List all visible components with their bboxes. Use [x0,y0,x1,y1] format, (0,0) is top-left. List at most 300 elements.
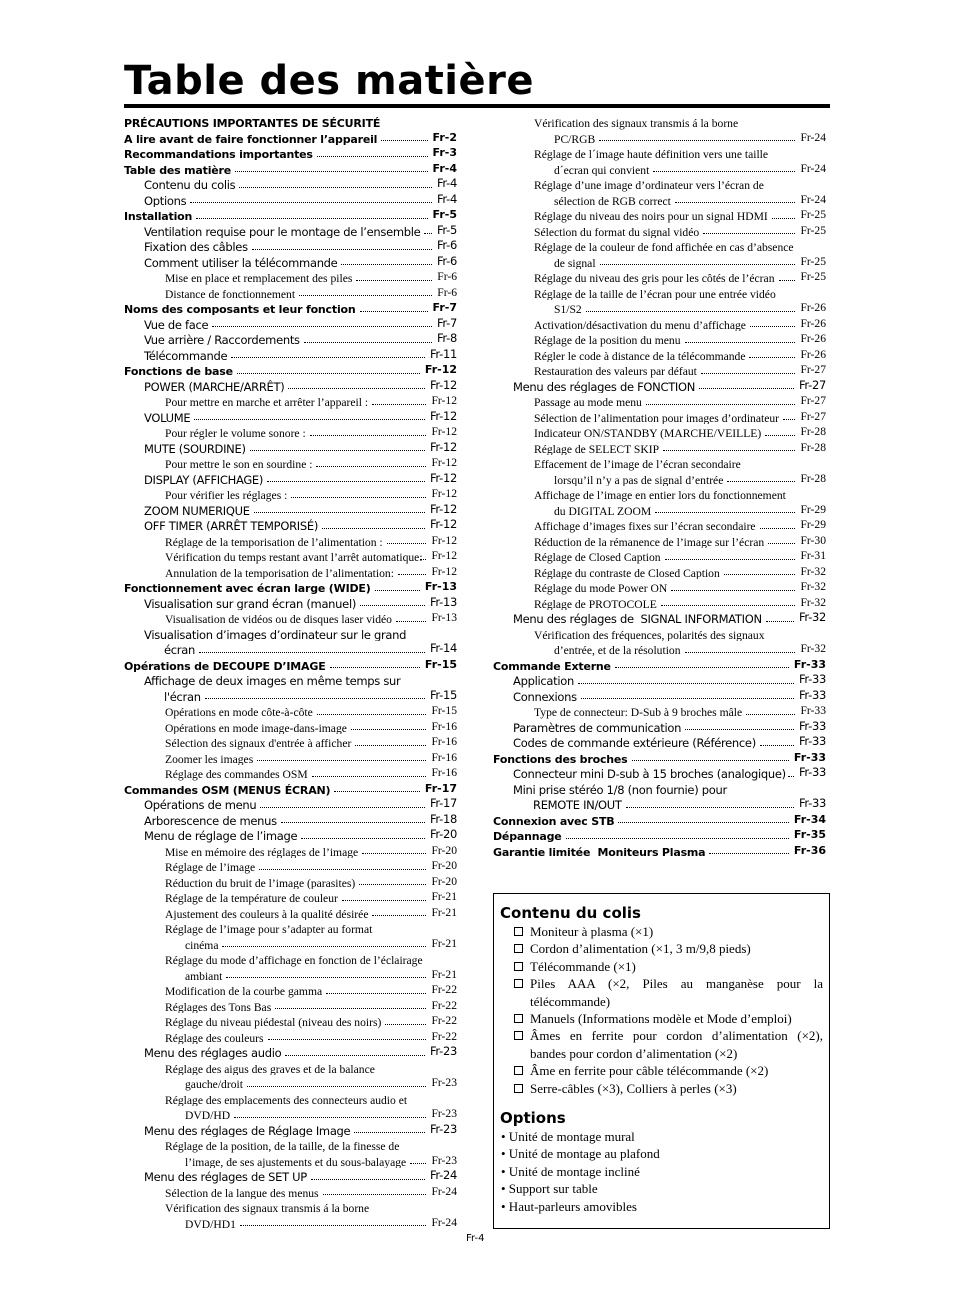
toc-entry-page: Fr-15 [422,657,457,673]
toc-entry [493,424,826,440]
toc-entry-label: de signal [554,256,596,269]
toc-entry-page: Fr-33 [797,703,826,719]
toc-entry-label: Sélection du format du signal vidéo [534,225,700,238]
toc-entry-page: Fr-29 [797,502,826,518]
toc-entry [493,285,826,301]
toc-entry-page: Fr-35 [791,827,826,843]
toc-entry-page: Fr-17 [427,796,457,812]
toc-entry-label: Ajustement des couleurs à la qualité désirée [165,907,369,920]
toc-entry [124,889,457,905]
toc-entry-label: Réglage de l’image [165,861,256,874]
toc-entry [124,734,457,750]
toc-entry-page: Fr-6 [434,254,457,270]
toc-entry [124,750,457,766]
toc-entry-label: gauche/droit [185,1078,243,1091]
toc-entry [124,1044,457,1060]
toc-entry [124,1013,457,1029]
toc-entry [493,843,826,859]
toc-entry [493,812,826,828]
toc-entry [124,595,457,611]
toc-entry-label: sélection de RGB correct [554,194,671,207]
toc-entry [493,672,826,688]
contents-item [500,923,823,940]
toc-entry-page: Fr-22 [428,1029,457,1045]
toc-entry-page: Fr-33 [791,657,826,673]
toc-entry-page: Fr-12 [422,362,457,378]
toc-entry-label: Passage au mode menu [534,396,642,409]
toc-entry [493,393,826,409]
toc-entry-label: Réglage de la température de couleur [165,892,338,905]
toc-entry-page: Fr-28 [797,424,826,440]
toc-entry-page: Fr-16 [428,750,457,766]
toc-entry-label: Réglage des aigus des graves et de la balance [165,1062,375,1075]
toc-entry-page: Fr-12 [427,409,457,425]
toc-entry [493,409,826,425]
toc-entry-label: Pour vérifier les réglages : [165,489,288,502]
toc-entry-page: Fr-7 [430,300,457,316]
toc-entry [124,874,457,890]
toc-entry-label: Activation/désactivation du menu d’affichage [534,318,746,331]
toc-entry [124,703,457,719]
toc-entry [124,409,457,425]
toc-entry-label: d’entrée, et de la résolution [554,644,681,657]
toc-entry-label: Restauration des valeurs par défaut [534,365,697,378]
toc-entry-label: Réduction du bruit de l’image (parasites) [165,876,356,889]
toc-entry-page: Fr-16 [428,734,457,750]
toc-entry-label: Vérification des signaux transmis á la borne [165,1202,370,1215]
toc-entry-page: Fr-25 [797,223,826,239]
toc-entry [493,765,826,781]
contents-item-text: Moniteur à plasma (×1) [530,924,654,939]
toc-entry [124,238,457,254]
toc-entry-page: Fr-4 [430,161,457,177]
toc-entry [124,920,457,936]
toc-entry [493,378,826,394]
toc-entry [124,362,457,378]
toc-entry [124,161,457,177]
toc-entry [493,734,826,750]
toc-entry [124,1091,457,1107]
toc-entry-label: Options [144,193,187,207]
toc-entry-label: OFF TIMER (ARRÊT TEMPORISÉ) [144,519,319,533]
toc-entry-label: Réglage des couleurs [165,1031,264,1044]
toc-entry-page: Fr-21 [428,889,457,905]
contents-item-text: Manuels (Informations modèle et Mode d’emploi) [530,1011,792,1027]
toc-entry-label: Réglage des commandes OSM [165,768,308,781]
toc-entry [124,626,457,642]
toc-entry-page: Fr-22 [428,998,457,1014]
toc-entry-page: Fr-18 [427,812,457,828]
toc-entry [493,455,826,471]
toc-entry-page: Fr-12 [427,517,457,533]
toc-entry-label: Réglage de la taille de l’écran pour une entrée vidéo [534,287,776,300]
toc-entry-label: ambiant [185,969,223,982]
toc-entry-label: Table des matière [124,163,232,176]
toc-entry-page: Fr-20 [428,874,457,890]
toc-entry-label: Menu des réglages de FONCTION [513,379,696,393]
toc-entry-label: Vue de face [144,317,209,331]
toc-entry-label: Réglage du niveau des noirs pour un signal HDMI [534,210,768,223]
toc-entry-label: Réglage de la temporisation de l’alimentation : [165,535,383,548]
option-item: • Unité de montage incliné [501,1163,640,1179]
toc-entry [124,269,457,285]
toc-entry-label: Codes de commande extérieure (Référence) [513,736,756,750]
toc-entry-label: Menu des réglages de Réglage Image [144,1123,351,1137]
toc-entry-page: Fr-25 [797,207,826,223]
toc-entry [124,502,457,518]
toc-entry-label: Zoomer les images [165,752,254,765]
toc-entry-label: Fonctions des broches [493,752,628,765]
toc-entry [493,579,826,595]
toc-entry-label: lorsqu’il n’y a pas de signal d’entrée [554,473,724,486]
toc-entry-label: Réglage du contraste de Closed Caption [534,566,720,579]
toc-entry-page: Fr-27 [797,362,826,378]
toc-entry-page: Fr-7 [434,316,457,332]
toc-entry-page: Fr-4 [434,192,457,208]
toc-entry-label: Effacement de l’image de l’écran secondaire [534,458,741,471]
toc-entry-page: Fr-20 [428,858,457,874]
toc-entry-label: DISPLAY (AFFICHAGE) [144,472,264,486]
toc-entry-label: Fixation des câbles [144,240,248,254]
toc-entry-label: Réglage du mode d’affichage en fonction de l’éclairage [165,954,423,967]
toc-entry [124,207,457,223]
toc-entry-page: Fr-22 [428,982,457,998]
toc-entry [124,1168,457,1184]
toc-entry-page: Fr-33 [796,672,826,688]
toc-entry-label: du DIGITAL ZOOM [554,504,652,517]
toc-entry-label: POWER (MARCHE/ARRÊT) [144,379,285,393]
option-item: • Unité de montage au plafond [501,1146,660,1162]
toc-entry-page: Fr-12 [427,471,457,487]
toc-entry-label: Visualisation de vidéos ou de disques laser vidéo [165,613,392,626]
toc-entry [493,719,826,735]
toc-entry-page: Fr-12 [427,502,457,518]
toc-entry-label: Sélection de la langue des menus [165,1186,319,1199]
toc-entry [493,781,826,797]
toc-entry-page: Fr-33 [796,796,826,812]
toc-entry-label: Affichage de l’image en entier lors du fonctionnement [534,489,786,502]
toc-entry-page: Fr-23 [428,1153,457,1169]
toc-entry-label: Commande Externe [493,659,611,672]
toc-entry-label: Comment utiliser la télécommande [144,255,338,269]
toc-entry [124,347,457,363]
toc-entry-page: Fr-2 [430,130,457,146]
toc-entry-page: Fr-6 [434,269,457,285]
toc-entry [124,796,457,812]
toc-entry [124,982,457,998]
toc-entry-page: Fr-11 [427,347,457,363]
toc-entry-label: Fonctionnement avec écran large (WIDE) [124,582,371,595]
toc-entry [124,176,457,192]
contents-heading: Contenu du colis [500,904,641,922]
toc-column-left [124,114,457,1230]
toc-entry-page: Fr-32 [797,564,826,580]
option-item: • Unité de montage mural [501,1129,635,1145]
toc-entry [124,517,457,533]
toc-entry-page: Fr-15 [428,703,457,719]
toc-entry-label: DVD/HD [185,1109,231,1122]
toc-entry-page: Fr-24 [797,192,826,208]
toc-entry [493,362,826,378]
toc-entry-label: Mise en mémoire des réglages de l’image [165,845,359,858]
toc-entry [124,393,457,409]
toc-entry-page: Fr-28 [797,471,826,487]
title-rule [124,104,830,108]
toc-entry-page: Fr-24 [797,130,826,146]
toc-entry-label: Sélection des signaux d'entrée à afficher [165,737,352,750]
toc-entry [124,1215,457,1231]
toc-entry-label: Menu de réglage de l’image [144,829,298,843]
toc-entry [493,533,826,549]
toc-entry [124,130,457,146]
contents-item-text: Piles AAA (×2, Piles au manganèse pour la télécommande) [530,976,823,1009]
toc-entry [493,626,826,642]
toc-entry-label: Sélection de l’alimentation pour images d’ordinateur [534,411,780,424]
toc-entry [124,145,457,161]
toc-entry-label: Réglage de PROTOCOLE [534,597,657,610]
toc-entry-label: Connexions [513,689,577,703]
toc-entry [493,548,826,564]
toc-entry [124,719,457,735]
toc-column-right [493,114,826,858]
toc-entry [124,331,457,347]
toc-entry-page: Fr-5 [430,207,457,223]
toc-entry-page: Fr-16 [428,719,457,735]
contents-item [500,1027,823,1062]
toc-entry [493,502,826,518]
checkbox-icon [514,927,523,936]
options-list [500,1128,823,1215]
toc-entry [124,951,457,967]
toc-entry [124,657,457,673]
toc-entry-label: Commandes OSM (MENUS ÉCRAN) [124,783,331,796]
toc-entry-label: Vue arrière / Raccordements [144,333,300,347]
toc-entry [493,269,826,285]
options-heading: Options [500,1109,566,1128]
toc-entry-page: Fr-30 [797,533,826,549]
checkbox-icon [514,979,523,988]
toc-entry-page: Fr-27 [797,393,826,409]
toc-entry-page: Fr-8 [434,331,457,347]
toc-entry [124,781,457,797]
toc-entry [124,1122,457,1138]
toc-entry-page: Fr-17 [422,781,457,797]
toc-entry [493,486,826,502]
toc-entry-label: VOLUME [144,410,191,424]
toc-entry-label: Menu des réglages de SIGNAL INFORMATION [513,612,762,626]
toc-entry-page: Fr-25 [797,254,826,270]
toc-entry-label: PRÉCAUTIONS IMPORTANTES DE SÉCURITÉ [124,117,381,130]
toc-entry-page: Fr-33 [796,765,826,781]
toc-entry [124,967,457,983]
toc-entry-label: Opérations de menu [144,798,257,812]
toc-entry-label: Dépannage [493,830,562,843]
toc-entry-label: l'écran [164,689,201,703]
toc-entry-page: Fr-26 [797,331,826,347]
toc-entry-label: d´ecran qui convient [554,163,650,176]
toc-entry [493,223,826,239]
toc-entry [124,1153,457,1169]
toc-entry [124,486,457,502]
toc-entry-label: Vérification des fréquences, polarités des signaux [534,628,765,641]
toc-entry-label: Opérations en mode image-dans-image [165,721,347,734]
toc-entry-label: écran [164,643,195,657]
toc-entry-label: Réglage de SELECT SKIP [534,442,660,455]
toc-entry-page: Fr-12 [428,455,457,471]
toc-entry-label: Réglage du niveau des gris pour les côtés de l’écran [534,272,775,285]
contents-item [500,1062,823,1079]
toc-entry-label: Opérations en mode côte-à-côte [165,706,313,719]
checkbox-icon [514,962,523,971]
toc-entry-page: Fr-28 [797,440,826,456]
toc-entry-label: Pour régler le volume sonore : [165,427,306,440]
contents-list [500,923,823,1097]
toc-entry-page: Fr-15 [427,688,457,704]
toc-entry-page: Fr-32 [797,595,826,611]
option-item: • Support sur table [501,1181,598,1197]
toc-entry-label: PC/RGB [554,132,596,145]
toc-entry [124,1060,457,1076]
toc-entry [124,688,457,704]
page-number: Fr-4 [466,1233,485,1244]
toc-entry-label: Connecteur mini D-sub à 15 broches (analogique) [513,767,786,781]
toc-entry-label: REMOTE IN/OUT [533,798,622,812]
toc-entry [124,672,457,688]
toc-entry-page: Fr-12 [428,486,457,502]
toc-entry-page: Fr-3 [430,145,457,161]
toc-entry [124,765,457,781]
toc-entry [493,595,826,611]
toc-entry-page: Fr-16 [428,765,457,781]
toc-entry-label: Noms des composants et leur fonction [124,303,356,316]
page-title: Table des matière [124,58,535,104]
toc-entry-page: Fr-33 [796,688,826,704]
toc-entry-page: Fr-12 [428,393,457,409]
toc-entry-page: Fr-25 [797,269,826,285]
checkbox-icon [514,1084,523,1093]
toc-entry-label: Réglage de la position du menu [534,334,681,347]
toc-entry-label: Mini prise stéréo 1/8 (non fournie) pour [513,782,727,796]
toc-entry [493,440,826,456]
toc-entry-label: Menu des réglages audio [144,1046,282,1060]
toc-entry [493,564,826,580]
contents-item-text: Serre-câbles (×3), Colliers à perles (×3) [530,1080,737,1096]
toc-entry-label: Réduction de la rémanence de l’image sur l’écran [534,535,765,548]
toc-entry [124,827,457,843]
toc-entry-page: Fr-4 [434,176,457,192]
toc-entry-label: Type de connecteur: D-Sub à 9 broches mâle [534,706,743,719]
toc-entry-page: Fr-26 [797,300,826,316]
toc-entry-page: Fr-12 [428,424,457,440]
toc-entry-label: DVD/HD1 [185,1217,236,1230]
toc-entry [124,1184,457,1200]
toc-entry [124,192,457,208]
toc-entry [124,579,457,595]
toc-entry [493,254,826,270]
toc-entry-page: Fr-20 [428,843,457,859]
contents-item-text: Télécommande (×1) [530,958,636,974]
toc-entry [124,285,457,301]
toc-entry-page: Fr-6 [434,285,457,301]
contents-box [493,893,830,1229]
toc-entry-page: Fr-32 [797,641,826,657]
contents-item-text: Cordon d’alimentation (×1, 3 m/9,8 pieds) [530,941,751,957]
toc-entry-page: Fr-33 [796,734,826,750]
toc-entry [124,548,457,564]
toc-entry-label: Réglages des Tons Bas [165,1000,272,1013]
contents-item [500,1010,823,1027]
toc-entry-page: Fr-5 [434,223,457,239]
toc-entry [124,254,457,270]
toc-entry [124,1106,457,1122]
toc-entry-page: Fr-32 [796,610,826,626]
toc-entry-label: MUTE (SOURDINE) [144,441,246,455]
toc-entry-label: Réglage d’une image d’ordinateur vers l’écran de [534,179,764,192]
toc-entry [493,471,826,487]
toc-entry [124,858,457,874]
toc-entry-label: Ventilation requise pour le montage de l’ensemble [144,224,421,238]
toc-entry-label: Réglage des emplacements des connecteurs audio et [165,1093,408,1106]
toc-entry [124,610,457,626]
toc-entry-label: Réglage du niveau piédestal (niveau des noirs) [165,1016,382,1029]
toc-entry-page: Fr-21 [428,936,457,952]
toc-entry-label: cinéma [185,938,219,951]
option-item: • Haut-parleurs amovibles [501,1198,637,1214]
toc-entry [124,905,457,921]
toc-entry [124,471,457,487]
toc-entry-label: S1/S2 [554,303,582,316]
toc-entry-page: Fr-33 [796,719,826,735]
toc-entry-page: Fr-23 [427,1122,457,1138]
toc-entry [493,347,826,363]
toc-entry-page: Fr-24 [797,161,826,177]
toc-entry-label: Installation [124,210,193,223]
toc-entry-label: Visualisation sur grand écran (manuel) [144,596,357,610]
contents-item-text: Âme en ferrite pour câble télécommande (×2) [530,1063,769,1079]
toc-entry-label: Opérations de DECOUPE D’IMAGE [124,659,326,672]
checkbox-icon [514,1014,523,1023]
toc-entry [124,378,457,394]
toc-entry [493,688,826,704]
toc-entry [493,796,826,812]
toc-entry-label: Arborescence de menus [144,813,277,827]
toc-entry-label: Annulation de la temporisation de l’alimentation: [165,566,394,579]
contents-item [500,1080,823,1097]
toc-entry-page: Fr-23 [427,1044,457,1060]
toc-entry [493,207,826,223]
toc-entry-page: Fr-21 [428,967,457,983]
toc-entry [124,936,457,952]
toc-entry-page: Fr-24 [428,1184,457,1200]
toc-entry [124,455,457,471]
toc-entry-page: Fr-31 [797,548,826,564]
toc-entry-page: Fr-24 [427,1168,457,1184]
toc-entry [124,440,457,456]
toc-entry-page: Fr-13 [422,579,457,595]
toc-entry-page: Fr-13 [428,610,457,626]
toc-entry [124,533,457,549]
toc-entry [124,1199,457,1215]
toc-entry-label: Vérification du temps restant avant l’arrêt automatique: [165,551,423,564]
toc-entry-label: Connexion avec STB [493,814,615,827]
toc-entry-label: Réglage de l’image pour s’adapter au format [165,923,373,936]
toc-entry-label: Affichage de deux images en même temps sur [144,674,401,688]
toc-entry-page: Fr-12 [428,564,457,580]
toc-entry [493,703,826,719]
toc-entry [124,564,457,580]
contents-item [500,940,823,957]
toc-entry-label: Réglage de Closed Caption [534,551,661,564]
